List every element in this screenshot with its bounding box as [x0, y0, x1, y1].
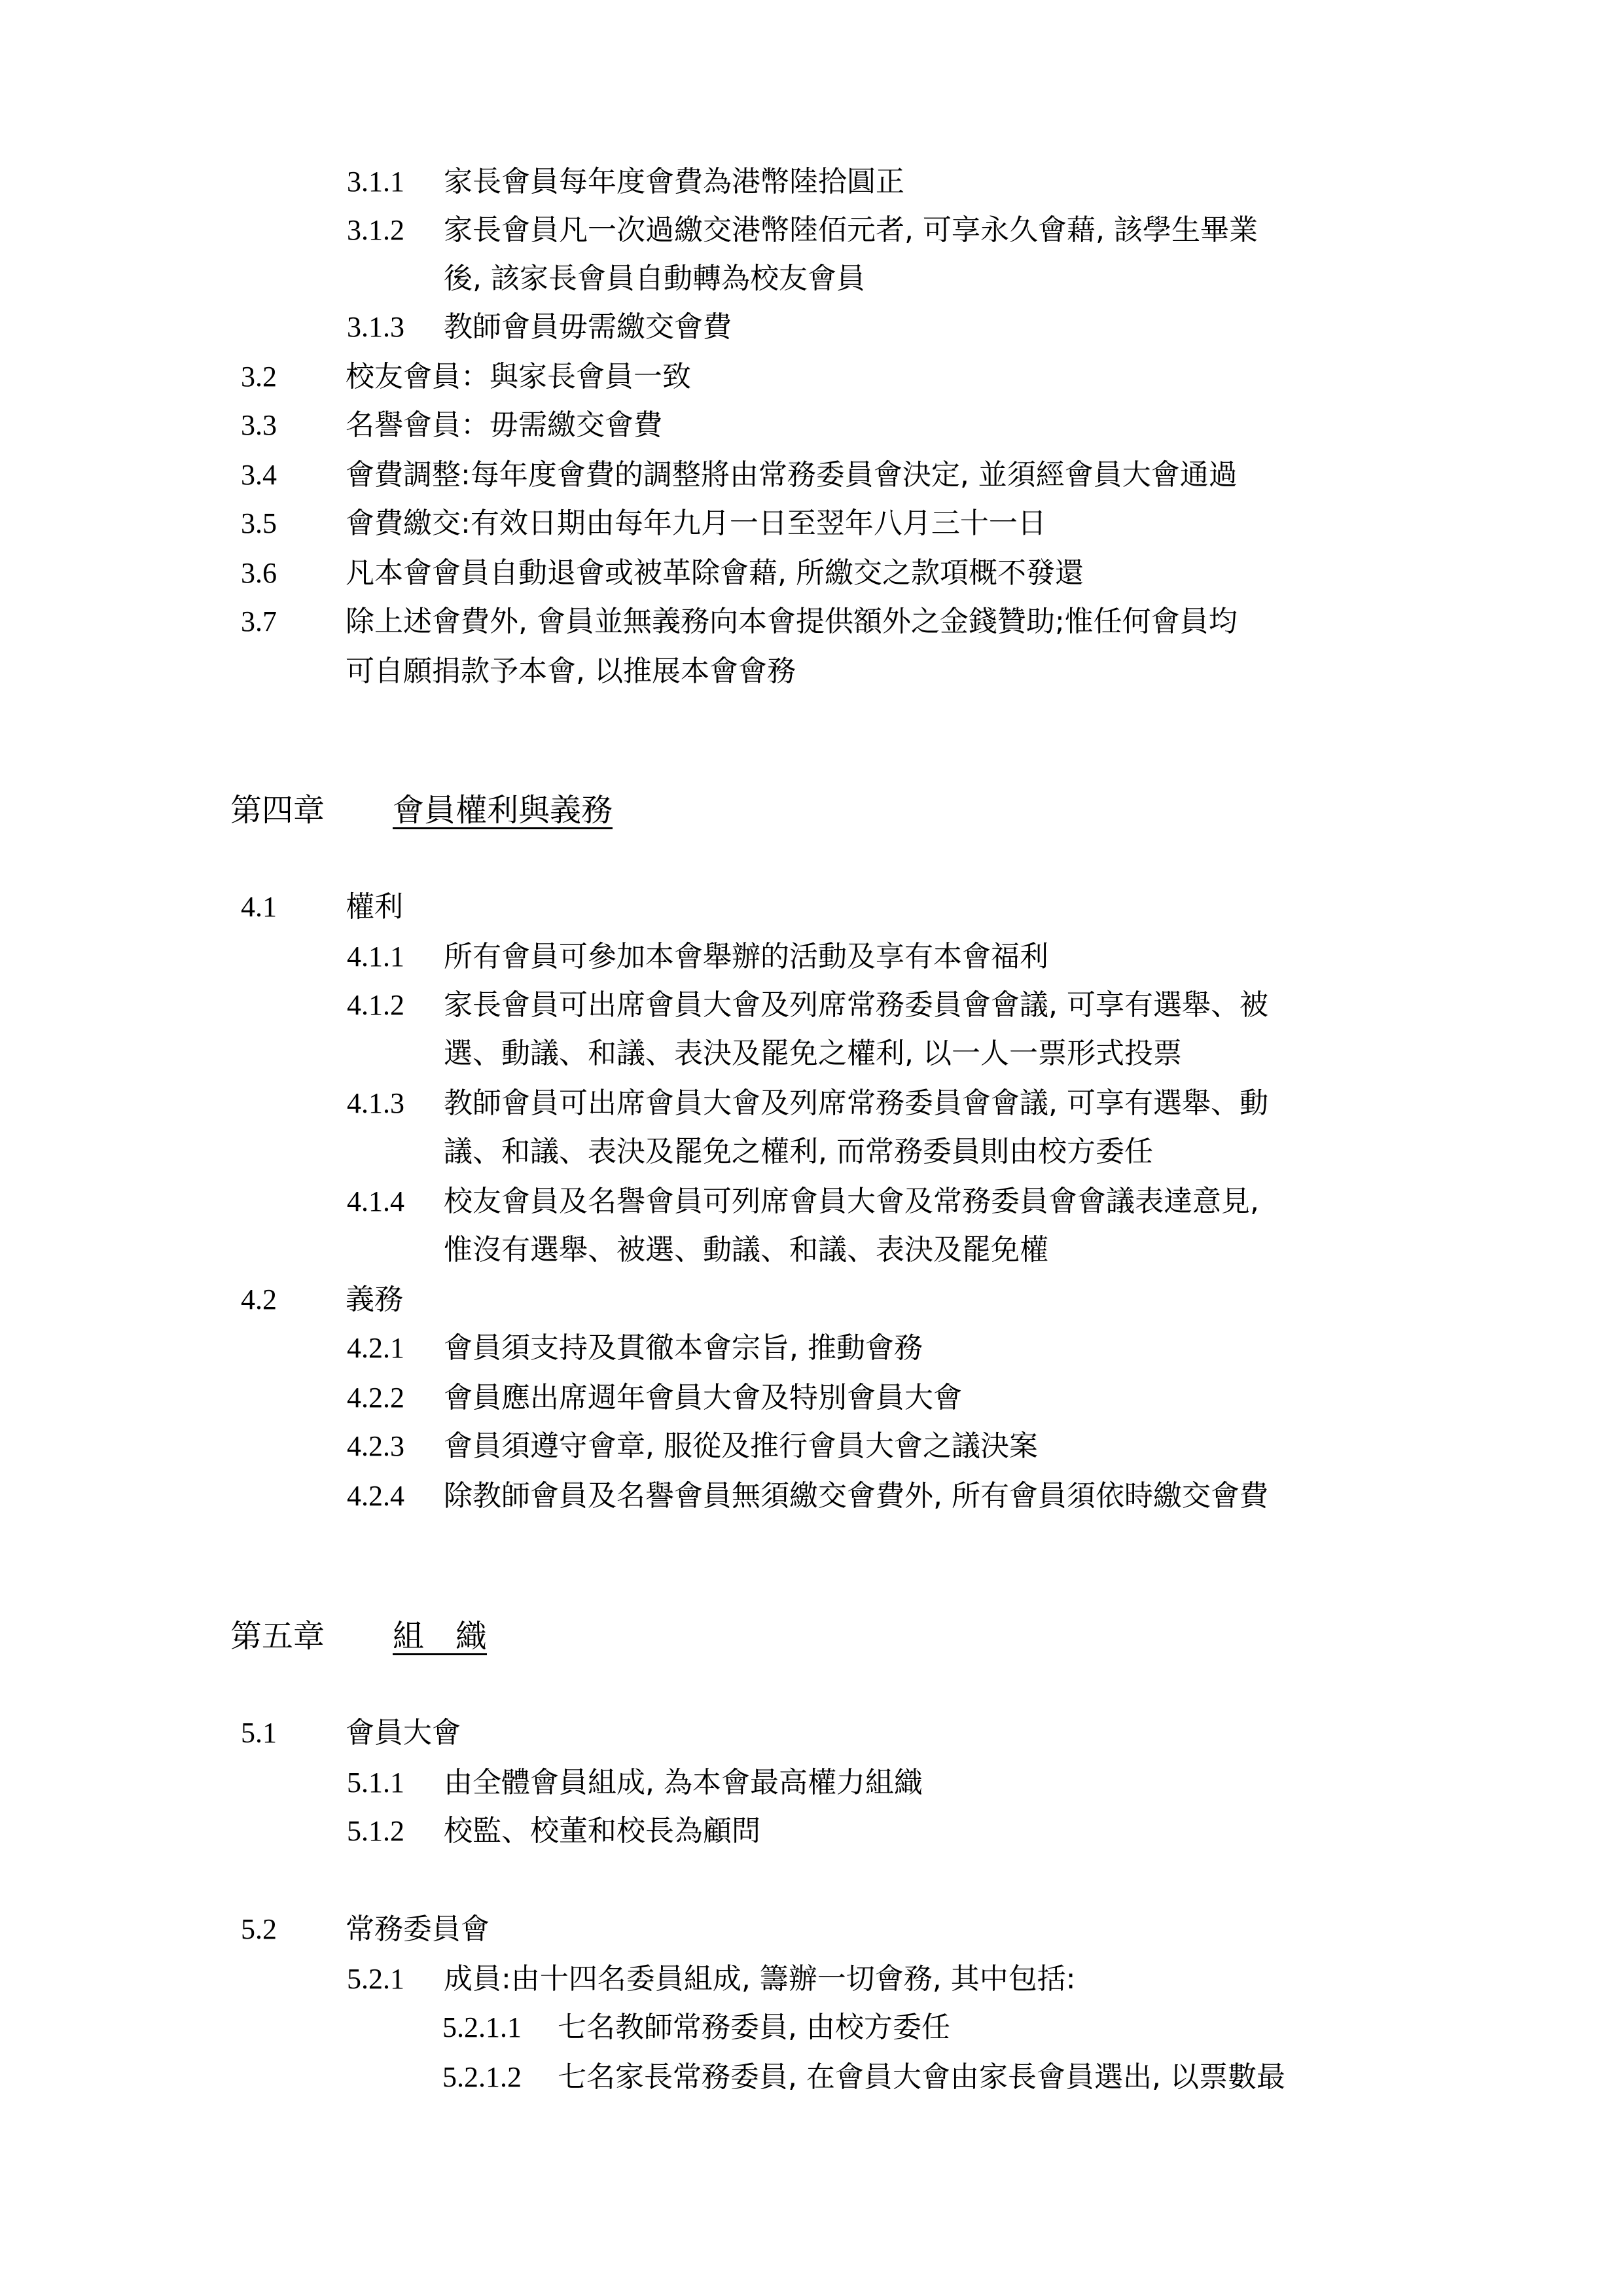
clause-number: 3.1.3 — [347, 311, 404, 343]
clause-text: 名譽會員：毋需繳交會費 — [346, 408, 662, 442]
chapter-title: 會員權利與義務 — [393, 792, 613, 829]
clause-number: 3.7 — [241, 605, 277, 637]
clause-number: 4.1.2 — [347, 989, 404, 1021]
clause-number: 3.1.1 — [347, 166, 404, 198]
clause-text: 會員須支持及貫徹本會宗旨, 推動會務 — [444, 1331, 923, 1365]
clause-number: 3.3 — [241, 409, 277, 441]
clause-text: 會費繳交:有效日期由每年九月一日至翌年八月三十一日 — [346, 507, 1046, 540]
clause-text: 會員須遵守會章, 服從及推行會員大會之議決案 — [444, 1429, 1038, 1463]
clause-number: 4.1.4 — [347, 1185, 404, 1217]
clause-number: 3.4 — [241, 459, 277, 491]
subclause-number: 5.2.1.1 — [442, 2011, 522, 2043]
clause-text: 家長會員每年度會費為港幣陸拾圓正 — [444, 165, 904, 198]
subclause-number: 5.2.1.2 — [442, 2061, 522, 2093]
clause-text: 凡本會會員自動退會或被革除會藉, 所繳交之款項概不發還 — [346, 556, 1084, 590]
chapter-label: 第五章 — [230, 1618, 325, 1655]
clause-text: 除上述會費外, 會員並無義務向本會提供額外之金錢贊助;惟任何會員均 — [346, 605, 1238, 638]
section-number: 5.1 — [241, 1717, 277, 1749]
clause-text: 家長會員可出席會員大會及列席常務委員會會議, 可享有選舉、被 — [444, 988, 1268, 1022]
clause-number: 4.2.4 — [347, 1480, 404, 1512]
section-number: 5.2 — [241, 1913, 277, 1945]
clause-text: 家長會員凡一次過繳交港幣陸佰元者, 可享永久會藉, 該學生畢業 — [444, 213, 1258, 247]
clause-text: 由全體會員組成, 為本會最高權力組織 — [444, 1766, 923, 1799]
clause-text-continued: 後, 該家長會員自動轉為校友會員 — [444, 262, 865, 295]
clause-number: 3.2 — [241, 361, 277, 393]
chapter-title: 組 織 — [393, 1618, 488, 1655]
subclause-text: 七名家長常務委員, 在會員大會由家長會員選出, 以票數最 — [558, 2060, 1285, 2094]
clause-number: 3.6 — [241, 557, 277, 589]
clause-text: 教師會員毋需繳交會費 — [444, 310, 732, 344]
clause-number: 5.2.1 — [347, 1963, 404, 1995]
clause-text: 校友會員及名譽會員可列席會員大會及常務委員會會議表達意見, — [444, 1185, 1259, 1218]
clause-text: 校監、校董和校長為顧問 — [444, 1814, 760, 1848]
clause-number: 4.2.3 — [347, 1430, 404, 1462]
clause-number: 3.1.2 — [347, 214, 404, 246]
clause-number: 4.1.3 — [347, 1087, 404, 1119]
section-title: 義務 — [346, 1283, 403, 1316]
chapter-label: 第四章 — [230, 792, 325, 829]
clause-text: 所有會員可參加本會舉辦的活動及享有本會福利 — [444, 940, 1048, 973]
clause-number: 3.5 — [241, 507, 277, 539]
subclause-text: 七名教師常務委員, 由校方委任 — [558, 2011, 950, 2044]
clause-text-continued: 可自願捐款予本會, 以推展本會會務 — [346, 655, 796, 688]
clause-text: 成員:由十四名委員組成, 籌辦一切會務, 其中包括: — [444, 1962, 1076, 1996]
section-number: 4.2 — [241, 1283, 277, 1316]
section-number: 4.1 — [241, 891, 277, 923]
clause-text: 會員應出席週年會員大會及特別會員大會 — [444, 1381, 962, 1414]
clause-text-continued: 惟沒有選舉、被選、動議、和議、表決及罷免權 — [444, 1233, 1048, 1266]
clause-number: 4.2.1 — [347, 1332, 404, 1364]
section-title: 權利 — [346, 890, 403, 924]
clause-number: 5.1.1 — [347, 1767, 404, 1799]
clause-number: 4.1.1 — [347, 941, 404, 973]
clause-text: 會費調整:每年度會費的調整將由常務委員會決定, 並須經會員大會通過 — [346, 458, 1238, 492]
clause-number: 4.2.2 — [347, 1382, 404, 1414]
clause-text: 除教師會員及名譽會員無須繳交會費外, 所有會員須依時繳交會費 — [444, 1479, 1268, 1513]
clause-text-continued: 議、和議、表決及罷免之權利, 而常務委員則由校方委任 — [444, 1135, 1153, 1168]
section-title: 常務委員會 — [346, 1912, 490, 1946]
clause-text: 校友會員：與家長會員一致 — [346, 360, 691, 393]
clause-number: 5.1.2 — [347, 1815, 404, 1847]
clause-text: 教師會員可出席會員大會及列席常務委員會會議, 可享有選舉、動 — [444, 1086, 1268, 1120]
clause-text-continued: 選、動議、和議、表決及罷免之權利, 以一人一票形式投票 — [444, 1037, 1182, 1070]
section-title: 會員大會 — [346, 1716, 461, 1749]
